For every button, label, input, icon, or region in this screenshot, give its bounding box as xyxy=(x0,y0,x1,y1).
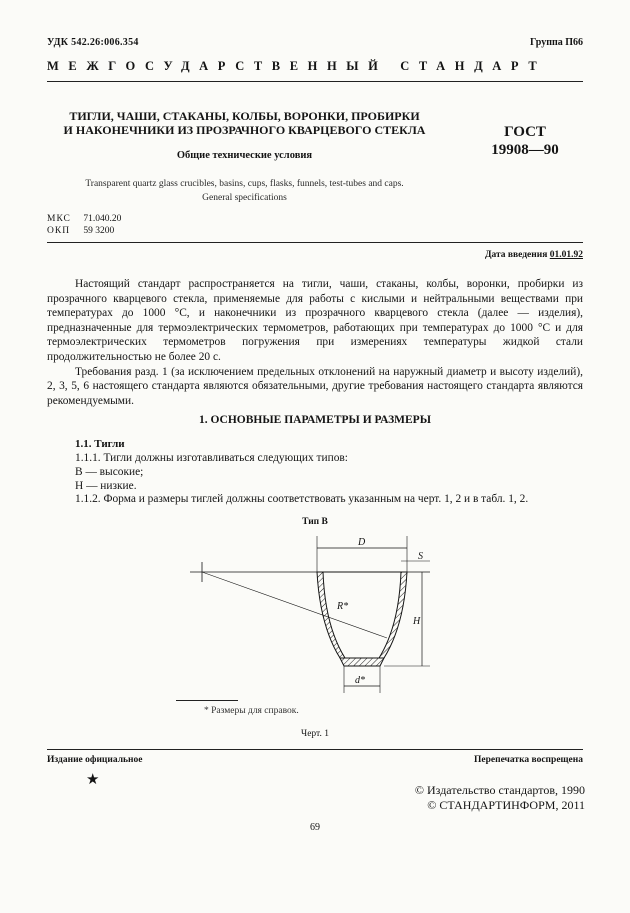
dimension-d-label: d* xyxy=(355,675,365,686)
gost-number xyxy=(470,123,580,159)
intro-text xyxy=(47,277,583,408)
paragraph-requirements: Требования разд. 1 (за исключением предельных отклонений на наружный диаметр и высоту изделий), 2, 3, 5, 6 настоящего стандарта являются обязательными, другие требования настоящего стандарта являются рекомендуемыми. xyxy=(47,365,583,407)
okp-value: 59 3200 xyxy=(83,226,115,236)
reprint-notice: Перепечатка воспрещена xyxy=(473,755,583,765)
top-rule xyxy=(47,81,583,82)
dimension-H-label: H xyxy=(413,616,421,627)
right-wall-section xyxy=(379,572,407,658)
clause-1-1-1: 1.1.1. Тигли должны изготавливаться следующих типов: xyxy=(75,452,348,464)
introduction-date xyxy=(485,250,583,260)
bottom-section xyxy=(340,658,384,666)
page-number: 69 xyxy=(310,822,320,833)
english-title xyxy=(47,177,442,205)
mks-value: 71.040.20 xyxy=(83,214,122,224)
gost-value: 19908—90 xyxy=(491,142,559,158)
okp-label: ОКП xyxy=(47,226,71,236)
section-heading: 1. ОСНОВНЫЕ ПАРАМЕТРЫ И РАЗМЕРЫ xyxy=(198,414,432,426)
copyright-2011: © СТАНДАРТИНФОРМ, 2011 xyxy=(427,797,585,812)
left-wall-section xyxy=(317,572,345,658)
star-icon: ★ xyxy=(86,772,100,788)
paragraph-scope: Настоящий стандарт распространяется на тигли, чаши, стаканы, колбы, воронки, пробирки из прозрачного кварцевого стекла, применяемые для работы с кислыми и нейтральными веществами при температурах до 1000 °С, и наконечники из прозрачного кварцевого стекла (далее — изделия), предназначенные для термоэлектрических термометров, работающих при температурах до 1000 °С и для термоэлектрических термометров погружения при измерениях температуры жидкой стали продолжительностью не более 20 с. xyxy=(47,278,583,363)
dimension-R-line xyxy=(202,572,387,638)
udk-code: УДК 542.26:006.354 xyxy=(47,37,139,48)
footnote-rule xyxy=(176,700,238,701)
english-title-line-1: Transparent quartz glass crucibles, basins, cups, flasks, funnels, test-tubes and caps. xyxy=(85,179,404,189)
dimension-D-label: D xyxy=(358,537,366,548)
official-edition: Издание официальное xyxy=(47,755,143,765)
document-title xyxy=(47,109,442,137)
type-high: В — высокие; xyxy=(75,465,144,478)
type-low: Н — низкие. xyxy=(75,479,137,492)
subsection-heading: 1.1. Тигли xyxy=(75,438,125,450)
mks-label: МКС xyxy=(47,214,71,224)
crucible-drawing xyxy=(180,528,440,698)
clause-1-1-2: 1.1.2. Форма и размеры тиглей должны соответствовать указанным на черт. 1, 2 и в табл. 1, 2. xyxy=(75,493,529,506)
title-line-1: ТИГЛИ, ЧАШИ, СТАКАНЫ, КОЛБЫ, ВОРОНКИ, ПРОБИРКИ xyxy=(69,109,420,123)
intro-date-value: 01.01.92 xyxy=(549,250,583,260)
document-subtitle: Общие технические условия xyxy=(176,150,313,161)
footer-rule xyxy=(47,749,583,750)
intro-date-label: Дата введения xyxy=(484,250,548,260)
copyright-block xyxy=(380,783,585,812)
dimension-R-label: R* xyxy=(337,601,349,612)
group-code: Группа П66 xyxy=(530,37,583,48)
figure-footnote: * Размеры для справок. xyxy=(204,706,299,716)
standard-banner: МЕЖГОСУДАРСТВЕННЫЙ СТАНДАРТ xyxy=(47,59,547,73)
copyright-1990: © Издательство стандартов, 1990 xyxy=(414,783,585,797)
gost-label: ГОСТ xyxy=(504,124,546,140)
title-line-2: И НАКОНЕЧНИКИ ИЗ ПРОЗРАЧНОГО КВАРЦЕВОГО СТЕКЛА xyxy=(63,123,426,137)
header-rule xyxy=(47,242,583,243)
figure-caption: Черт. 1 xyxy=(301,729,329,739)
figure-type-label: Тип В xyxy=(302,517,328,527)
section-lines xyxy=(75,452,585,507)
english-title-line-2: General specifications xyxy=(202,193,287,203)
dimension-S-label: S xyxy=(418,551,423,562)
classification-codes xyxy=(47,213,121,237)
